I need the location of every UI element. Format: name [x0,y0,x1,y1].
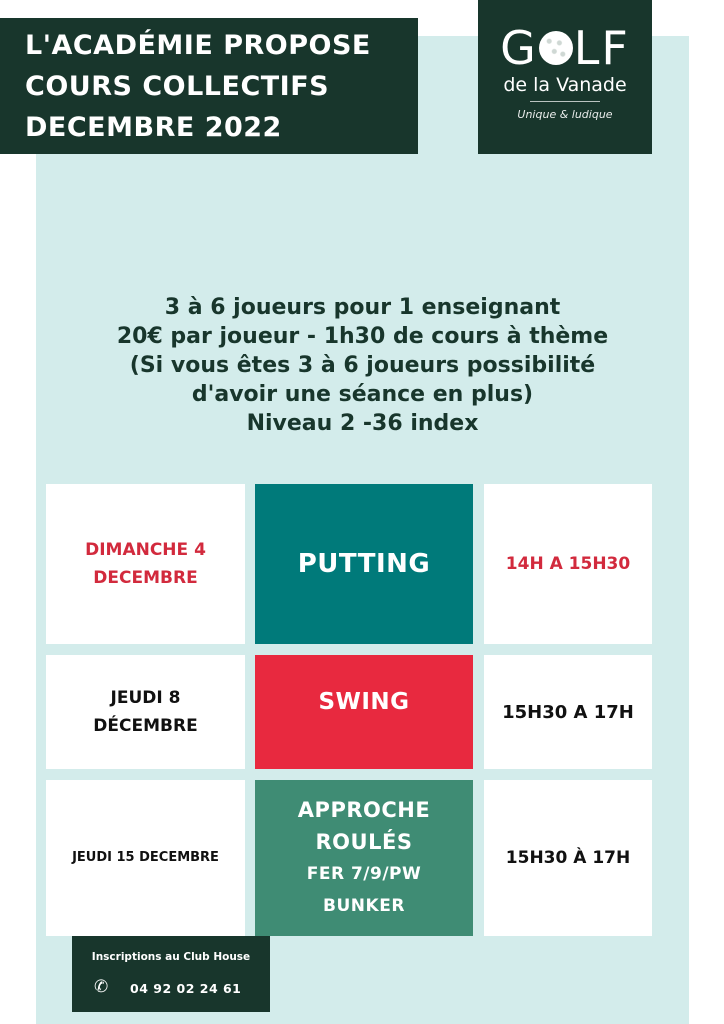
session-3-date [46,780,245,936]
session-2-date-line: DÉCEMBRE [93,716,198,736]
session-3-topic-line: ROULÉS [315,830,413,854]
session-3-topic [255,780,473,936]
session-3-topic-line: BUNKER [323,896,405,916]
session-1-topic [255,484,473,644]
logo-divider [530,101,600,102]
session-3-date-line: JEUDI 15 DECEMBRE [72,850,219,865]
page-title [0,18,418,154]
inscription-label: Inscriptions au Club House [91,951,251,963]
phone-icon: ✆ [94,977,109,997]
info-line: 3 à 6 joueurs pour 1 enseignant [164,295,561,320]
session-3-topic-line: FER 7/9/PW [306,864,422,884]
session-1-time-text: 14H A 15H30 [505,554,631,574]
info-line: (Si vous êtes 3 à 6 joueurs possibilité [129,353,596,378]
session-1-date-line: DIMANCHE 4 [85,540,206,560]
title-line-1: L'ACADÉMIE PROPOSE [25,30,371,61]
golf-logo [478,0,652,154]
info-line: 20€ par joueur - 1h30 de cours à thème [116,324,609,349]
session-3-time [484,780,652,936]
session-2-date-line: JEUDI 8 [110,688,181,708]
session-3-time-text: 15H30 À 17H [505,848,631,868]
session-1-time [484,484,652,644]
session-3-topic-line: APPROCHE [297,798,431,822]
golf-ball-icon [539,31,573,65]
logo-subtitle: de la Vanade [503,74,627,96]
info-line: d'avoir une séance en plus) [191,382,534,407]
logo-tagline: Unique & ludique [517,108,613,121]
session-2-topic-line: SWING [318,689,410,715]
session-1-topic-line: PUTTING [297,549,431,579]
logo-wordmark [478,21,652,75]
session-2-date [46,655,245,769]
logo-letter-g: G [500,21,538,75]
session-2-time [484,655,652,769]
inscription-box [72,936,270,1012]
session-1-date [46,484,245,644]
session-2-topic [255,655,473,769]
session-2-time-text: 15H30 A 17H [502,701,634,723]
course-info [36,293,689,438]
title-line-2: COURS COLLECTIFS [25,71,330,102]
phone-number[interactable]: 04 92 02 24 61 [130,981,242,996]
logo-letters-lf: LF [573,21,630,75]
session-1-date-line: DECEMBRE [93,568,198,588]
title-line-3: DECEMBRE 2022 [25,112,282,143]
info-line: Niveau 2 -36 index [246,411,479,436]
